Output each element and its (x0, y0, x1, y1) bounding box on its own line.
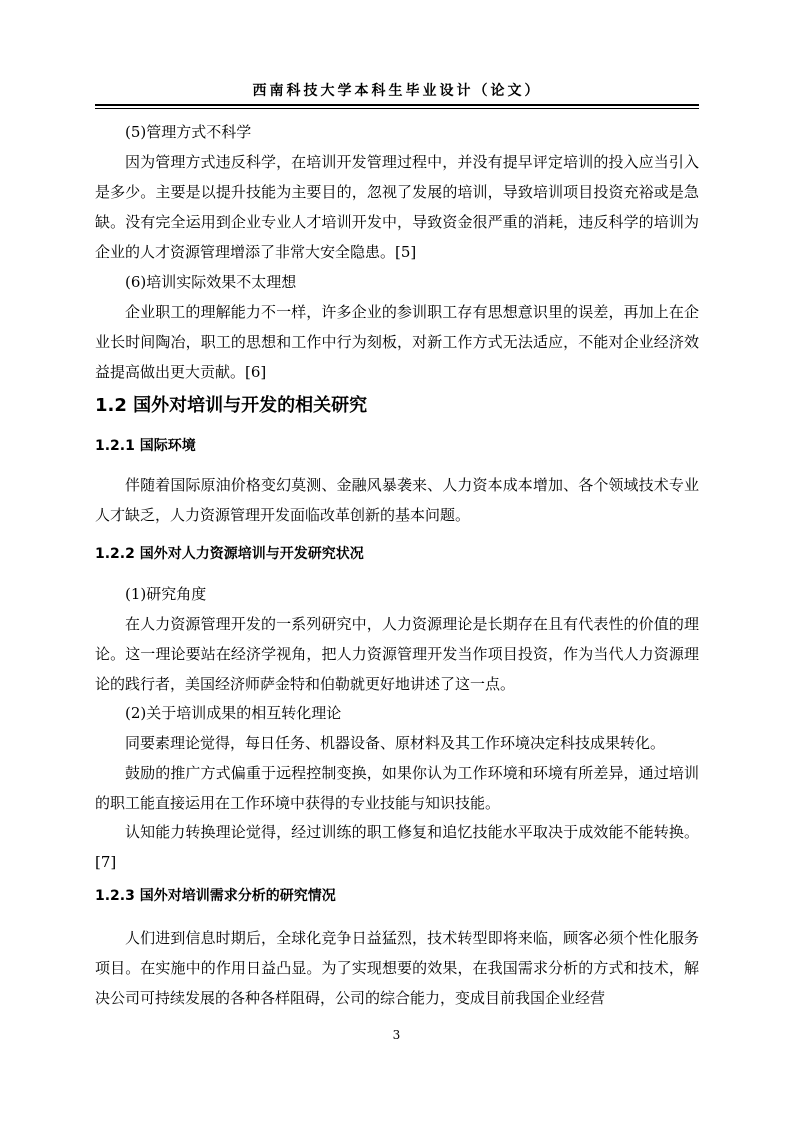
header-rule-thick (95, 104, 699, 106)
paragraph-1-2-1: 伴随着国际原油价格变幻莫测、金融风暴袭来、人力资本成本增加、各个领域技术专业人才缺乏，人力资源管理开发面临改革创新的基本问题。 (95, 476, 699, 524)
section-heading-1-2-3: 1.2.3 国外对培训需求分析的研究情况 (95, 888, 336, 904)
running-header: 西南科技大学本科生毕业设计（论文） (252, 83, 542, 99)
paragraph-5: 因为管理方式违反科学，在培训开发管理过程中，并没有提早评定培训的投入应当引入是多少。主要是以提升技能为主要目的，忽视了发展的培训，导致培训项目投资充裕或是急缺。没有完全运用到企业专业人才培训开发中，导致资金很严重的消耗，违反科学的培训为企业的人才资源管理增添了非常大安全隐患。[5] (95, 153, 699, 261)
subsection-title-r2: (2)关于培训成果的相互转化理论 (125, 704, 342, 722)
paragraph-r2-2: 鼓励的推广方式偏重于远程控制变换，如果你认为工作环境和环境有所差异，通过培训的职工能直接运用在工作环境中获得的专业技能与知识技能。 (95, 764, 699, 812)
paragraph-r2-1: 同要素理论觉得，每日任务、机器设备、原材料及其工作环境决定科技成果转化。 (125, 734, 666, 752)
section-heading-1-2: 1.2 国外对培训与开发的相关研究 (95, 395, 368, 416)
subsection-title-5: (5)管理方式不科学 (125, 123, 252, 141)
subsection-title-r1: (1)研究角度 (125, 585, 207, 603)
page-number: 3 (392, 1028, 401, 1042)
paragraph-6: 企业职工的理解能力不一样，许多企业的参训职工存有思想意识里的误差，再加上在企业长时间陶冶，职工的思想和工作中行为刻板，对新工作方式无法适应，不能对企业经济效益提高做出更大贡献。[6] (95, 303, 699, 381)
paragraph-r1: 在人力资源管理开发的一系列研究中，人力资源理论是长期存在且有代表性的价值的理论。这一理论要站在经济学视角，把人力资源管理开发当作项目投资，作为当代人力资源理论的践行者，美国经济师萨金特和伯勒就更好地讲述了这一点。 (95, 615, 699, 693)
paragraph-1-2-3: 人们进到信息时期后，全球化竞争日益猛烈，技术转型即将来临，顾客必须个性化服务项目。在实施中的作用日益凸显。为了实现想要的效果，在我国需求分析的方式和技术，解决公司可持续发展的各种各样阻碍，公司的综合能力，变成目前我国企业经营 (95, 929, 699, 1007)
header-rule-thin (95, 108, 699, 109)
section-heading-1-2-1: 1.2.1 国际环境 (95, 438, 196, 454)
paragraph-r2-3: 认知能力转换理论觉得，经过训练的职工修复和追忆技能水平取决于成效能不能转换。[7] (95, 823, 699, 871)
section-heading-1-2-2: 1.2.2 国外对人力资源培训与开发研究状况 (95, 546, 364, 562)
subsection-title-6: (6)培训实际效果不太理想 (125, 273, 297, 291)
